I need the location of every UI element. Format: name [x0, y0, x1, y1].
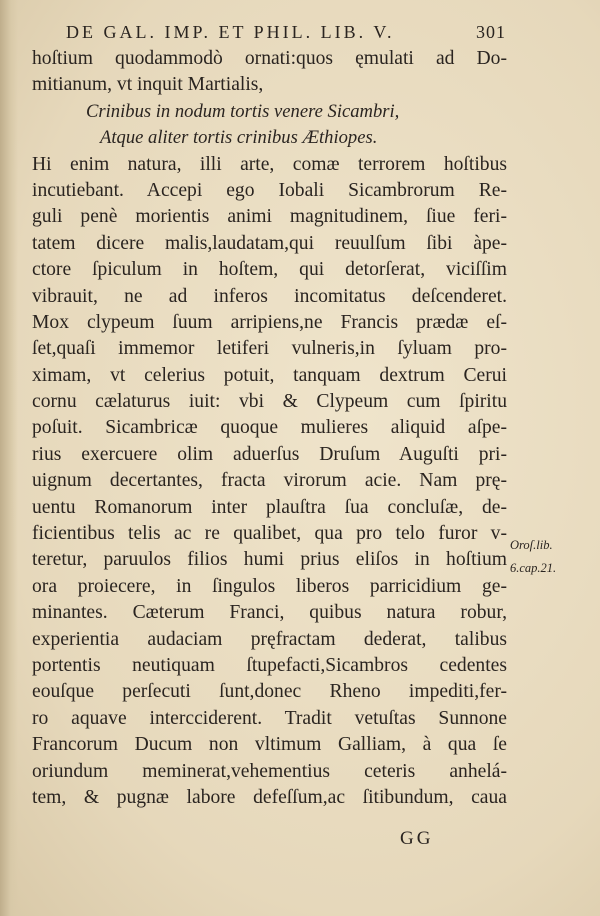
text-line: eouſque perſecuti ſunt,donec Rheno impediti,fer- [32, 681, 507, 703]
text-line: ora proiecere, in ſingulos liberos parricidium ge- [32, 575, 507, 597]
text-block [32, 46, 507, 811]
text-line: cornu cælaturus iuit: vbi & Clypeum cum ſpiritu [32, 391, 507, 413]
page-number: 301 [476, 22, 506, 42]
text-line: hoſtium quodammodò ornati:quos ęmulati ad Do- [32, 48, 507, 69]
text-line: rius exercuere olim aduerſus Druſum Auguſti pri- [32, 443, 507, 465]
text-line: Mox clypeum ſuum arripiens,ne Francis prædæ eſ- [32, 311, 507, 333]
running-title: DE GAL. IMP. ET PHIL. LIB. V. [66, 22, 395, 42]
text-line: mitianum, vt inquit Martialis, [32, 74, 264, 96]
verse-line: Atque aliter tortis crinibus Æthiopes. [100, 127, 378, 149]
text-line: tatem dicere malis,laudatam,qui reuulſum ſibi àpe- [32, 232, 507, 254]
text-line: Francorum Ducum non vltimum Galliam, à qua ſe [32, 734, 507, 756]
running-header [66, 22, 506, 46]
margin-note: Oroſ.lib. [510, 538, 553, 552]
text-line: teretur, paruulos filios humi prius eliſos in hoſtium [32, 549, 507, 571]
text-line: incutiebant. Accepi ego Iobali Sicambrorum Re- [32, 179, 507, 201]
margin-note: 6.cap.21. [510, 561, 557, 575]
text-line: uignum decertantes, fracta virorum acie. Nam prę- [32, 470, 507, 492]
text-line: ctore ſpiculum in hoſtem, qui detorſerat, viciſſim [32, 259, 507, 281]
text-line: ximam, vt celerius potuit, tanquam dextrum Cerui [32, 364, 507, 386]
text-line: guli penè morientis animi magnitudinem, ſiue feri- [32, 206, 507, 228]
text-line: experientia audaciam pręfractam dederat, talibus [32, 628, 507, 650]
text-line: tem, & pugnæ labore defeſſum,ac ſitibundum, caua [32, 786, 507, 808]
text-line: portentis neutiquam ſtupefacti,Sicambros cedentes [32, 654, 507, 676]
text-line: minantes. Cæterum Franci, quibus natura robur, [32, 602, 507, 624]
text-line: vibrauit, ne ad inferos incomitatus deſcenderet. [32, 285, 507, 307]
text-line: ſet,quaſi immemor letiferi vulneris,in ſyluam pro- [32, 338, 507, 360]
text-line: Hi enim natura, illi arte, comæ terrorem hoſtibus [32, 153, 507, 175]
catchword: GG [400, 828, 434, 849]
text-line: poſuit. Sicambricæ quoque mulieres aliquid aſpe- [32, 417, 507, 439]
page-gutter-shadow [0, 0, 18, 916]
text-line: ficientibus telis ac re qualibet, qua pro telo furor v- [32, 523, 507, 545]
verse-line: Crinibus in nodum tortis venere Sicambri, [86, 100, 400, 122]
text-line: uentu Romanorum inter plauſtra ſua concluſæ, de- [32, 496, 507, 518]
text-line: ro aquave intercciderent. Tradit vetuſtas Sunnone [32, 707, 507, 729]
text-line: oriundum meminerat,vehementius ceteris anhelá- [32, 760, 507, 782]
